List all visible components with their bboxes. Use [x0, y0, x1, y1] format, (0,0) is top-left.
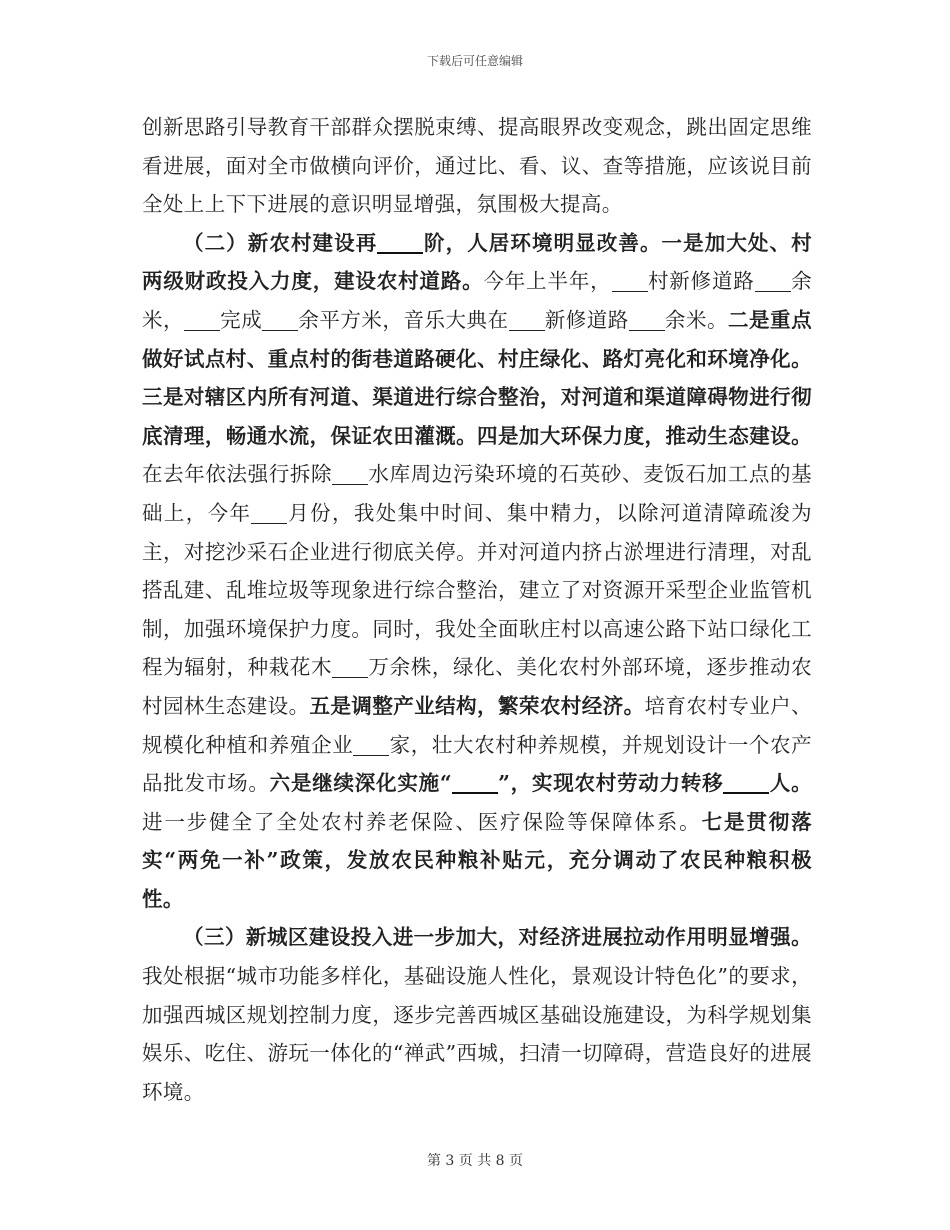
- fill-blank: [723, 768, 769, 794]
- paragraph-text: 在去年依法强行拆除: [142, 462, 333, 487]
- fill-blank: [184, 306, 220, 331]
- paragraph-1: [142, 108, 812, 224]
- paragraph-text: 水库周边污染环境的石英砂、麦饭石加工点的基础上，今年: [142, 462, 812, 525]
- bold-text: 七是贯彻落实“两免一补”政策，发放农民种粮补贴元，充分调动了农民种粮积极性。: [142, 809, 813, 911]
- paragraph-2: [142, 224, 812, 919]
- bold-text: 人。: [769, 771, 812, 796]
- paragraph-text: 万余株，绿化、美化农村外部环境，逐步推动农村园林生态建设。: [142, 655, 812, 718]
- page-number-footer: 第 3 页 共 8 页: [426, 1153, 524, 1169]
- paragraph-text: 新修道路: [544, 307, 629, 332]
- paragraph-text: 余米。: [664, 307, 728, 332]
- fill-blank: [377, 228, 423, 254]
- fill-blank: [452, 768, 498, 794]
- fill-blank: [353, 731, 389, 756]
- paragraph-text: 余平方米，音乐大典在: [298, 307, 509, 332]
- paragraph-text: 进一步健全了全处农村养老保险、医疗保险等保障体系。: [142, 809, 702, 834]
- bold-text: ”，实现农村劳动力转移: [498, 771, 724, 796]
- bold-text: 阶，人居环境明显改善。一是加大处、村两级财政投入力度，建设农村道路。: [142, 230, 813, 294]
- paragraph-text: 完成: [220, 307, 263, 332]
- paragraph-text: 创新思路引导教育干部群众摆脱束缚、提高眼界改变观念，跳出固定思维看进展，面对全市做横向评价，通过比、看、议、查等措施，应该说目前全处上上下下进展的意识明显增强，氛围极大提高。: [142, 115, 812, 217]
- fill-blank: [629, 306, 665, 331]
- paragraph-text: 培育农村专业户、规模化种植和养殖企业: [142, 693, 812, 757]
- fill-blank: [332, 653, 368, 678]
- page-header: 下载后可任意编辑: [426, 54, 523, 68]
- bold-text: 五是调整产业结构，繁荣农村经济。: [309, 693, 645, 718]
- fill-blank: [509, 306, 545, 331]
- bold-text: （二）新农村建设再: [183, 230, 378, 255]
- document-body: [142, 108, 812, 1111]
- paragraph-text: 今年上半年，: [483, 269, 612, 294]
- bold-text: （三）新城区建设投入进一步加大，对经济进展拉动作用明显增强。: [183, 925, 812, 950]
- fill-blank: [612, 267, 648, 292]
- fill-blank: [755, 267, 791, 292]
- paragraph-text: 余米，: [142, 269, 812, 332]
- bold-text: 六是继续深化实施“: [269, 771, 453, 796]
- paragraph-text: 我处根据“城市功能多样化，基础设施人性化，景观设计特色化”的要求，加强西城区规划控制力度，逐步完善西城区基础设施建设，为科学规划集娱乐、吃住、游玩一体化的“禅武”西城，扫清一切障碍，营造良好的进展环境。: [142, 964, 812, 1104]
- bold-text: 二是重点做好试点村、重点村的街巷道路硬化、村庄绿化、路灯亮化和环境净化。三是对辖区内所有河道、渠道进行综合整治，对河道和渠道障碍物进行彻底清理，畅通水流，保证农田灌溉。四是加大环保力度，推动生态建设。: [142, 307, 812, 448]
- fill-blank: [251, 499, 287, 524]
- paragraph-text: 月份，我处集中时间、集中精力，以除河道清障疏浚为主，对挖沙采石企业进行彻底关停。并对河道内挤占淤埋进行清理，对乱搭乱建、乱堆垃圾等现象进行综合整治，建立了对资源开采型企业监管机制，加强环境保护力度。同时，我处全面耿庄村以高速公路下站口绿化工程为辐射，种栽花木: [142, 500, 812, 680]
- fill-blank: [332, 460, 368, 485]
- paragraph-text: 家，壮大农村种养规模，并规划设计一个农产品批发市场。: [142, 732, 813, 796]
- paragraph-3: [142, 918, 812, 1111]
- fill-blank: [262, 306, 298, 331]
- paragraph-text: 村新修道路: [647, 269, 755, 294]
